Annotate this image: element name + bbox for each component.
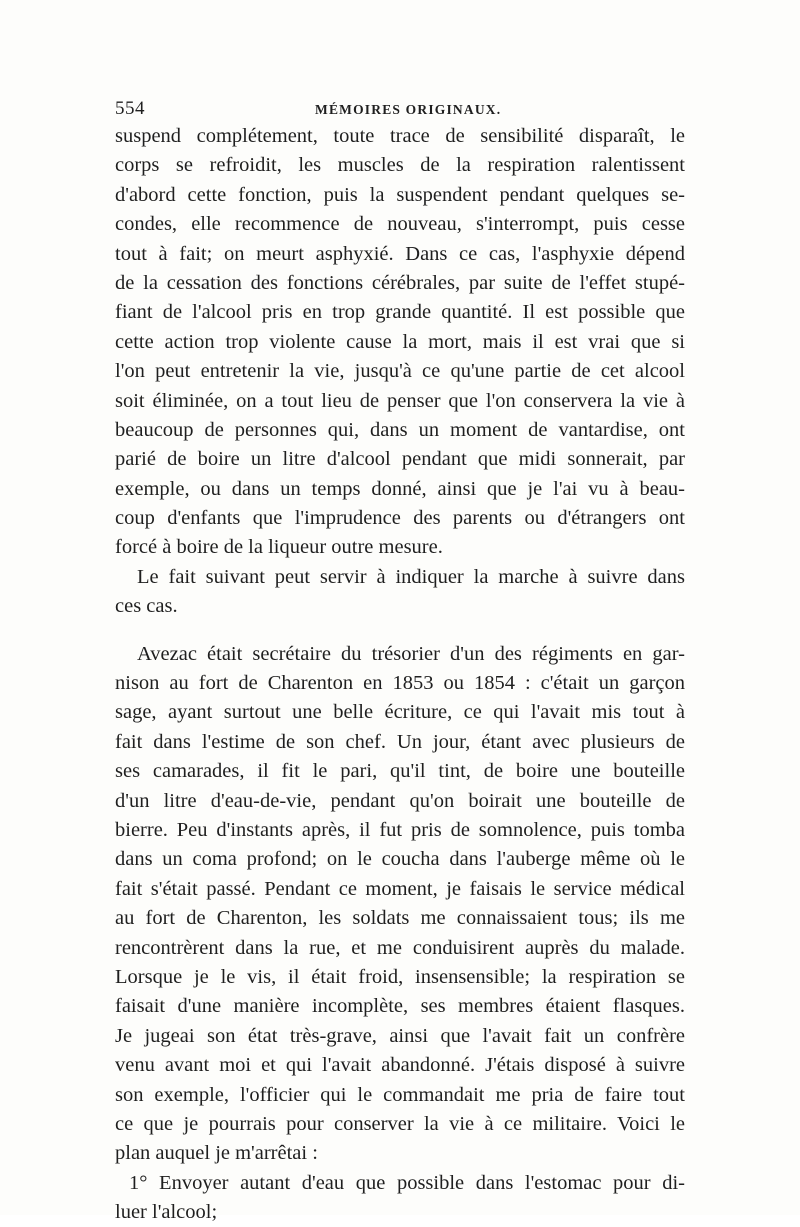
- text-line: sage, ayant surtout une belle écriture, ce qui l'avait mis tout à: [115, 701, 685, 724]
- page-header: [115, 98, 685, 124]
- text-line: fait s'était passé. Pendant ce moment, je faisais le service médical: [115, 877, 685, 900]
- text-line: Lorsque je le vis, il était froid, insensensible; la respiration se: [115, 965, 685, 988]
- text-line: d'un litre d'eau-de-vie, pendant qu'on boirait une bouteille de: [115, 789, 685, 812]
- text-line: beaucoup de personnes qui, dans un moment de vantardise, ont: [115, 418, 685, 441]
- text-line: son exemple, l'officier qui le commandait me pria de faire tout: [115, 1083, 685, 1106]
- text-line: 1° Envoyer autant d'eau que possible dans l'estomac pour di-: [129, 1171, 685, 1194]
- body-text: [115, 122, 685, 1227]
- paragraph-4: [115, 1169, 685, 1227]
- paragraph-spacer: [115, 622, 685, 640]
- text-line: au fort de Charenton, les soldats me connaissaient tous; ils me: [115, 907, 685, 930]
- text-line: ces cas.: [115, 595, 178, 618]
- running-title: MÉMOIRES ORIGINAUX.: [315, 102, 502, 117]
- text-line: luer l'alcool;: [115, 1201, 218, 1224]
- text-line: ce que je pourrais pour conserver la vie à ce militaire. Voici le: [115, 1112, 685, 1135]
- text-line: faisait d'une manière incomplète, ses membres étaient flasques.: [115, 995, 685, 1018]
- text-line: forcé à boire de la liqueur outre mesure.: [115, 536, 443, 559]
- text-line: dans un coma profond; on le coucha dans l'auberge même où le: [115, 848, 685, 871]
- paragraph-2: [115, 563, 685, 622]
- text-line: condes, elle recommence de nouveau, s'interrompt, puis cesse: [115, 213, 685, 236]
- text-line: soit éliminée, on a tout lieu de penser que l'on conservera la vie à: [115, 389, 685, 412]
- text-line: nison au fort de Charenton en 1853 ou 1854 : c'était un garçon: [115, 672, 685, 695]
- text-line: coup d'enfants que l'imprudence des parents ou d'étrangers ont: [115, 507, 685, 530]
- text-line: parié de boire un litre d'alcool pendant que midi sonnerait, par: [115, 448, 685, 471]
- text-line: de la cessation des fonctions cérébrales, par suite de l'effet stupé-: [115, 271, 685, 294]
- paragraph-3: [115, 640, 685, 1169]
- text-line: suspend complétement, toute trace de sensibilité disparaît, le: [115, 125, 685, 147]
- text-line: corps se refroidit, les muscles de la respiration ralentissent: [115, 154, 685, 177]
- text-line: venu avant moi et qui l'avait abandonné. J'étais disposé à suivre: [115, 1054, 685, 1077]
- text-line: plan auquel je m'arrêtai :: [115, 1142, 318, 1165]
- text-line: Avezac était secrétaire du trésorier d'un des régiments en gar-: [137, 642, 685, 665]
- text-line: rencontrèrent dans la rue, et me conduisirent auprès du malade.: [115, 936, 685, 959]
- text-line: l'on peut entretenir la vie, jusqu'à ce qu'une partie de cet alcool: [115, 360, 685, 383]
- text-line: bierre. Peu d'instants après, il fut pris de somnolence, puis tomba: [115, 818, 685, 841]
- text-line: ses camarades, il fit le pari, qu'il tint, de boire une bouteille: [115, 760, 685, 783]
- page-number: 554: [115, 98, 145, 119]
- text-line: fait dans l'estime de son chef. Un jour, étant avec plusieurs de: [115, 730, 685, 753]
- text-line: Je jugeai son état très-grave, ainsi que l'avait fait un confrère: [115, 1024, 685, 1047]
- text-line: tout à fait; on meurt asphyxié. Dans ce cas, l'asphyxie dépend: [115, 242, 685, 265]
- text-line: exemple, ou dans un temps donné, ainsi que je l'ai vu à beau-: [115, 477, 685, 500]
- paragraph-1: [115, 122, 685, 563]
- text-line: Le fait suivant peut servir à indiquer la marche à suivre dans: [137, 565, 685, 588]
- text-line: d'abord cette fonction, puis la suspendent pendant quelques se-: [115, 183, 685, 206]
- text-line: cette action trop violente cause la mort, mais il est vrai que si: [115, 330, 685, 353]
- text-line: fiant de l'alcool pris en trop grande quantité. Il est possible que: [115, 301, 685, 324]
